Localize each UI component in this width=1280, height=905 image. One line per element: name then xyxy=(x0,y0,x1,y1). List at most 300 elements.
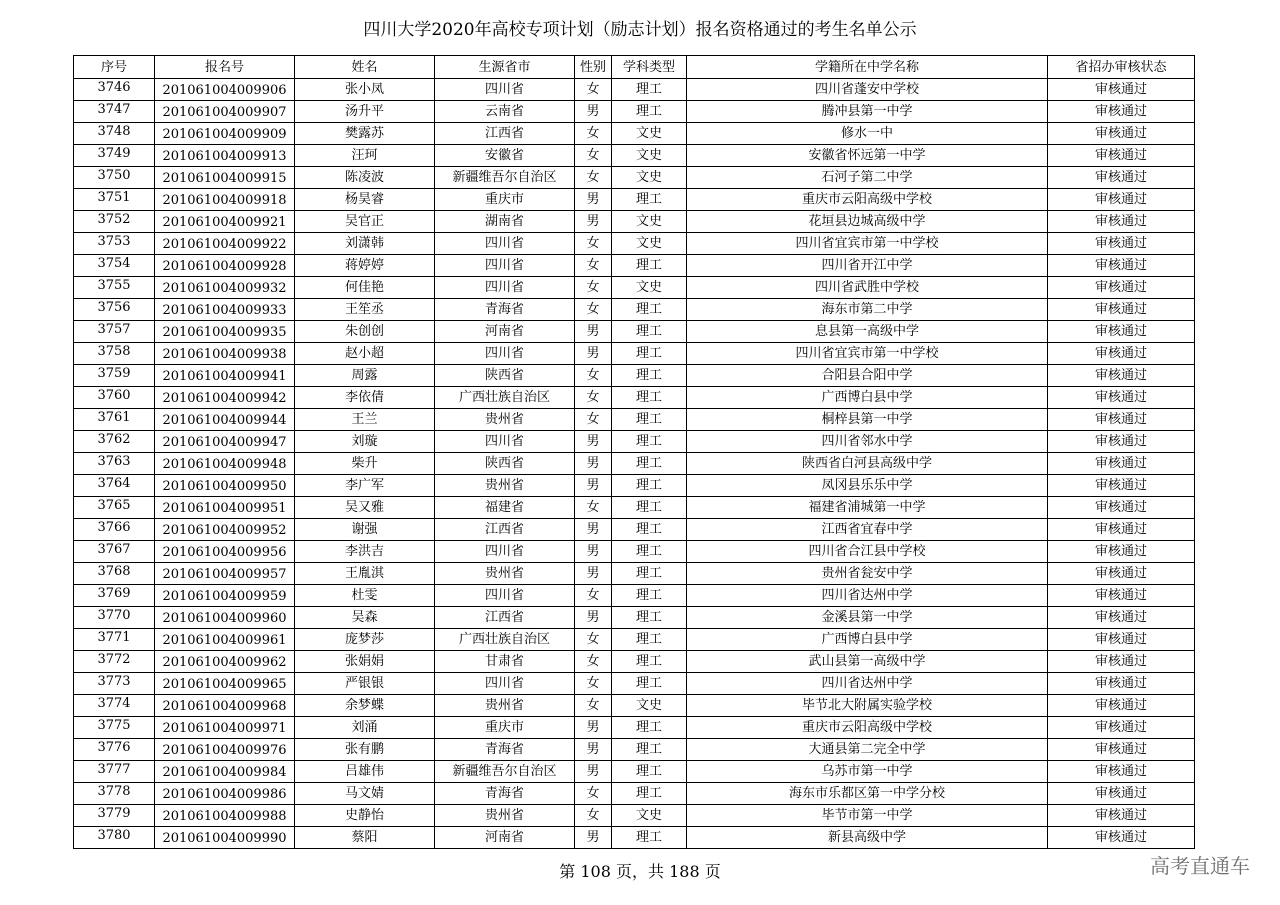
col-province-cell: 江西省 xyxy=(435,123,575,145)
table-header xyxy=(74,56,1195,79)
col-status-cell: 审核通过 xyxy=(1048,145,1195,167)
col-status-cell: 审核通过 xyxy=(1048,563,1195,585)
col-seq-cell: 3756 xyxy=(74,299,155,321)
col-seq-cell: 3767 xyxy=(74,541,155,563)
table-body xyxy=(74,79,1195,849)
col-subject-cell: 理工 xyxy=(612,607,687,629)
col-reg-no-cell: 201061004009950 xyxy=(155,475,295,497)
col-province-cell: 四川省 xyxy=(435,585,575,607)
table-row xyxy=(74,387,1195,409)
col-school-cell: 乌苏市第一中学 xyxy=(687,761,1048,783)
col-name-cell: 张有鹏 xyxy=(295,739,435,761)
col-school-header: 学籍所在中学名称 xyxy=(687,56,1048,79)
col-reg-no-cell: 201061004009941 xyxy=(155,365,295,387)
col-reg-no-cell: 201061004009984 xyxy=(155,761,295,783)
col-province-cell: 福建省 xyxy=(435,497,575,519)
col-seq-cell: 3768 xyxy=(74,563,155,585)
table-row xyxy=(74,761,1195,783)
col-province-cell: 甘肃省 xyxy=(435,651,575,673)
col-reg-no-cell: 201061004009942 xyxy=(155,387,295,409)
col-reg-no-cell: 201061004009961 xyxy=(155,629,295,651)
col-subject-cell: 理工 xyxy=(612,189,687,211)
col-province-cell: 江西省 xyxy=(435,607,575,629)
col-school-cell: 花垣县边城高级中学 xyxy=(687,211,1048,233)
col-province-cell: 河南省 xyxy=(435,321,575,343)
table-row xyxy=(74,805,1195,827)
col-status-cell: 审核通过 xyxy=(1048,409,1195,431)
col-name-cell: 吕雄伟 xyxy=(295,761,435,783)
col-subject-cell: 理工 xyxy=(612,387,687,409)
col-status-cell: 审核通过 xyxy=(1048,673,1195,695)
col-reg-no-cell: 201061004009960 xyxy=(155,607,295,629)
col-status-cell: 审核通过 xyxy=(1048,189,1195,211)
col-reg-no-cell: 201061004009913 xyxy=(155,145,295,167)
col-province-cell: 广西壮族自治区 xyxy=(435,629,575,651)
col-gender-cell: 男 xyxy=(575,453,612,475)
col-status-cell: 审核通过 xyxy=(1048,497,1195,519)
table-row xyxy=(74,453,1195,475)
col-name-cell: 陈凌波 xyxy=(295,167,435,189)
col-school-cell: 凤冈县乐乐中学 xyxy=(687,475,1048,497)
col-subject-cell: 理工 xyxy=(612,497,687,519)
col-status-cell: 审核通过 xyxy=(1048,607,1195,629)
col-province-cell: 贵州省 xyxy=(435,805,575,827)
col-seq-cell: 3755 xyxy=(74,277,155,299)
col-reg-no-cell: 201061004009932 xyxy=(155,277,295,299)
col-reg-no-cell: 201061004009986 xyxy=(155,783,295,805)
col-status-cell: 审核通过 xyxy=(1048,167,1195,189)
col-reg-no-cell: 201061004009956 xyxy=(155,541,295,563)
col-subject-cell: 理工 xyxy=(612,79,687,101)
col-gender-cell: 男 xyxy=(575,607,612,629)
col-name-cell: 王胤淇 xyxy=(295,563,435,585)
col-school-cell: 四川省宜宾市第一中学校 xyxy=(687,233,1048,255)
col-school-cell: 金溪县第一中学 xyxy=(687,607,1048,629)
col-gender-cell: 女 xyxy=(575,673,612,695)
col-reg-no-header: 报名号 xyxy=(155,56,295,79)
col-reg-no-cell: 201061004009922 xyxy=(155,233,295,255)
col-subject-cell: 文史 xyxy=(612,233,687,255)
col-name-cell: 史静怡 xyxy=(295,805,435,827)
col-province-cell: 青海省 xyxy=(435,783,575,805)
candidate-table xyxy=(73,55,1195,849)
col-name-cell: 樊露苏 xyxy=(295,123,435,145)
page-title: 四川大学2020年高校专项计划（励志计划）报名资格通过的考生名单公示 xyxy=(363,20,917,40)
col-province-cell: 江西省 xyxy=(435,519,575,541)
col-province-cell: 四川省 xyxy=(435,79,575,101)
col-province-cell: 新疆维吾尔自治区 xyxy=(435,761,575,783)
col-status-cell: 审核通过 xyxy=(1048,101,1195,123)
col-gender-cell: 男 xyxy=(575,431,612,453)
col-gender-cell: 女 xyxy=(575,585,612,607)
table-row xyxy=(74,783,1195,805)
col-gender-cell: 女 xyxy=(575,299,612,321)
col-name-cell: 刘涌 xyxy=(295,717,435,739)
col-status-cell: 审核通过 xyxy=(1048,255,1195,277)
col-gender-cell: 女 xyxy=(575,167,612,189)
col-status-cell: 审核通过 xyxy=(1048,233,1195,255)
col-province-cell: 贵州省 xyxy=(435,563,575,585)
col-subject-cell: 理工 xyxy=(612,783,687,805)
col-reg-no-cell: 201061004009933 xyxy=(155,299,295,321)
col-status-cell: 审核通过 xyxy=(1048,651,1195,673)
col-gender-cell: 女 xyxy=(575,497,612,519)
col-province-cell: 青海省 xyxy=(435,299,575,321)
col-name-cell: 刘璇 xyxy=(295,431,435,453)
col-school-cell: 安徽省怀远第一中学 xyxy=(687,145,1048,167)
col-subject-cell: 文史 xyxy=(612,145,687,167)
col-status-cell: 审核通过 xyxy=(1048,805,1195,827)
col-school-cell: 重庆市云阳高级中学校 xyxy=(687,717,1048,739)
col-school-cell: 四川省蓬安中学校 xyxy=(687,79,1048,101)
col-school-cell: 四川省武胜中学校 xyxy=(687,277,1048,299)
col-name-cell: 汤升平 xyxy=(295,101,435,123)
col-reg-no-cell: 201061004009928 xyxy=(155,255,295,277)
col-seq-cell: 3751 xyxy=(74,189,155,211)
col-province-cell: 四川省 xyxy=(435,233,575,255)
col-gender-cell: 男 xyxy=(575,519,612,541)
col-province-cell: 湖南省 xyxy=(435,211,575,233)
col-status-cell: 审核通过 xyxy=(1048,431,1195,453)
col-reg-no-cell: 201061004009935 xyxy=(155,321,295,343)
table-row xyxy=(74,519,1195,541)
col-status-cell: 审核通过 xyxy=(1048,717,1195,739)
col-subject-cell: 文史 xyxy=(612,277,687,299)
col-gender-cell: 女 xyxy=(575,695,612,717)
col-gender-cell: 女 xyxy=(575,145,612,167)
col-name-cell: 柴升 xyxy=(295,453,435,475)
col-reg-no-cell: 201061004009918 xyxy=(155,189,295,211)
col-status-cell: 审核通过 xyxy=(1048,277,1195,299)
col-seq-cell: 3776 xyxy=(74,739,155,761)
col-reg-no-cell: 201061004009915 xyxy=(155,167,295,189)
col-reg-no-cell: 201061004009948 xyxy=(155,453,295,475)
col-reg-no-cell: 201061004009921 xyxy=(155,211,295,233)
col-status-cell: 审核通过 xyxy=(1048,585,1195,607)
col-seq-cell: 3762 xyxy=(74,431,155,453)
col-gender-cell: 男 xyxy=(575,321,612,343)
col-status-cell: 审核通过 xyxy=(1048,343,1195,365)
col-seq-cell: 3779 xyxy=(74,805,155,827)
col-status-header: 省招办审核状态 xyxy=(1048,56,1195,79)
page-footer: 第 108 页，共 188 页 xyxy=(559,862,721,881)
col-reg-no-cell: 201061004009971 xyxy=(155,717,295,739)
col-reg-no-cell: 201061004009952 xyxy=(155,519,295,541)
col-seq-cell: 3764 xyxy=(74,475,155,497)
col-status-cell: 审核通过 xyxy=(1048,387,1195,409)
col-seq-cell: 3758 xyxy=(74,343,155,365)
col-name-cell: 谢强 xyxy=(295,519,435,541)
col-name-cell: 杨昊睿 xyxy=(295,189,435,211)
col-school-cell: 广西博白县中学 xyxy=(687,387,1048,409)
header-row xyxy=(74,56,1195,79)
col-province-cell: 四川省 xyxy=(435,277,575,299)
col-subject-cell: 文史 xyxy=(612,123,687,145)
col-gender-cell: 男 xyxy=(575,739,612,761)
col-subject-cell: 理工 xyxy=(612,629,687,651)
col-province-cell: 陕西省 xyxy=(435,365,575,387)
col-name-cell: 周露 xyxy=(295,365,435,387)
col-province-cell: 四川省 xyxy=(435,255,575,277)
col-status-cell: 审核通过 xyxy=(1048,761,1195,783)
col-province-cell: 四川省 xyxy=(435,673,575,695)
col-status-cell: 审核通过 xyxy=(1048,475,1195,497)
col-name-cell: 何佳艳 xyxy=(295,277,435,299)
table-row xyxy=(74,585,1195,607)
col-subject-cell: 理工 xyxy=(612,475,687,497)
table-row xyxy=(74,673,1195,695)
col-name-cell: 张娟娟 xyxy=(295,651,435,673)
col-gender-cell: 男 xyxy=(575,717,612,739)
table-row xyxy=(74,123,1195,145)
table-row xyxy=(74,211,1195,233)
table-row xyxy=(74,365,1195,387)
col-subject-cell: 理工 xyxy=(612,101,687,123)
col-status-cell: 审核通过 xyxy=(1048,365,1195,387)
col-reg-no-cell: 201061004009968 xyxy=(155,695,295,717)
col-seq-cell: 3777 xyxy=(74,761,155,783)
col-subject-cell: 理工 xyxy=(612,827,687,849)
col-gender-cell: 女 xyxy=(575,409,612,431)
col-province-cell: 贵州省 xyxy=(435,475,575,497)
col-school-cell: 福建省浦城第一中学 xyxy=(687,497,1048,519)
col-province-cell: 贵州省 xyxy=(435,409,575,431)
col-reg-no-cell: 201061004009907 xyxy=(155,101,295,123)
col-gender-cell: 男 xyxy=(575,541,612,563)
col-gender-cell: 女 xyxy=(575,233,612,255)
col-name-header: 姓名 xyxy=(295,56,435,79)
col-school-cell: 毕节市第一中学 xyxy=(687,805,1048,827)
col-school-cell: 合阳县合阳中学 xyxy=(687,365,1048,387)
col-seq-cell: 3754 xyxy=(74,255,155,277)
col-name-cell: 蔡阳 xyxy=(295,827,435,849)
col-school-cell: 江西省宜春中学 xyxy=(687,519,1048,541)
col-reg-no-cell: 201061004009951 xyxy=(155,497,295,519)
col-province-cell: 重庆市 xyxy=(435,189,575,211)
table-row xyxy=(74,607,1195,629)
table-row xyxy=(74,497,1195,519)
col-subject-cell: 理工 xyxy=(612,409,687,431)
col-school-cell: 海东市第二中学 xyxy=(687,299,1048,321)
table-row xyxy=(74,189,1195,211)
table-row xyxy=(74,255,1195,277)
col-reg-no-cell: 201061004009947 xyxy=(155,431,295,453)
col-school-cell: 四川省宜宾市第一中学校 xyxy=(687,343,1048,365)
col-school-cell: 息县第一高级中学 xyxy=(687,321,1048,343)
col-reg-no-cell: 201061004009957 xyxy=(155,563,295,585)
col-name-cell: 刘潇韩 xyxy=(295,233,435,255)
col-subject-cell: 理工 xyxy=(612,541,687,563)
col-reg-no-cell: 201061004009938 xyxy=(155,343,295,365)
col-name-cell: 王兰 xyxy=(295,409,435,431)
col-status-cell: 审核通过 xyxy=(1048,695,1195,717)
col-seq-cell: 3772 xyxy=(74,651,155,673)
col-name-cell: 李洪吉 xyxy=(295,541,435,563)
col-status-cell: 审核通过 xyxy=(1048,123,1195,145)
col-gender-cell: 男 xyxy=(575,101,612,123)
table-row xyxy=(74,409,1195,431)
col-subject-cell: 理工 xyxy=(612,739,687,761)
col-seq-cell: 3749 xyxy=(74,145,155,167)
col-subject-cell: 理工 xyxy=(612,255,687,277)
col-gender-cell: 男 xyxy=(575,189,612,211)
table-row xyxy=(74,541,1195,563)
col-status-cell: 审核通过 xyxy=(1048,629,1195,651)
table-row xyxy=(74,563,1195,585)
col-reg-no-cell: 201061004009909 xyxy=(155,123,295,145)
col-school-cell: 海东市乐都区第一中学分校 xyxy=(687,783,1048,805)
col-status-cell: 审核通过 xyxy=(1048,453,1195,475)
table-row xyxy=(74,695,1195,717)
col-reg-no-cell: 201061004009988 xyxy=(155,805,295,827)
col-province-cell: 四川省 xyxy=(435,541,575,563)
col-gender-cell: 男 xyxy=(575,563,612,585)
col-school-cell: 四川省合江县中学校 xyxy=(687,541,1048,563)
table-row xyxy=(74,233,1195,255)
col-seq-cell: 3766 xyxy=(74,519,155,541)
table-row xyxy=(74,277,1195,299)
col-status-cell: 审核通过 xyxy=(1048,827,1195,849)
col-name-cell: 汪珂 xyxy=(295,145,435,167)
col-seq-cell: 3761 xyxy=(74,409,155,431)
table-row xyxy=(74,321,1195,343)
col-school-cell: 四川省邻水中学 xyxy=(687,431,1048,453)
col-reg-no-cell: 201061004009959 xyxy=(155,585,295,607)
table-row xyxy=(74,827,1195,849)
col-seq-cell: 3747 xyxy=(74,101,155,123)
col-seq-cell: 3780 xyxy=(74,827,155,849)
col-gender-cell: 女 xyxy=(575,365,612,387)
col-school-cell: 大通县第二完全中学 xyxy=(687,739,1048,761)
table-row xyxy=(74,431,1195,453)
col-name-cell: 余梦蝶 xyxy=(295,695,435,717)
col-seq-cell: 3750 xyxy=(74,167,155,189)
col-subject-cell: 理工 xyxy=(612,761,687,783)
col-school-cell: 重庆市云阳高级中学校 xyxy=(687,189,1048,211)
col-school-cell: 广西博白县中学 xyxy=(687,629,1048,651)
col-status-cell: 审核通过 xyxy=(1048,519,1195,541)
col-name-cell: 赵小超 xyxy=(295,343,435,365)
watermark: 高考直通车 xyxy=(1150,854,1250,878)
col-gender-cell: 男 xyxy=(575,475,612,497)
col-gender-cell: 女 xyxy=(575,629,612,651)
col-subject-cell: 文史 xyxy=(612,805,687,827)
col-province-cell: 四川省 xyxy=(435,343,575,365)
col-seq-cell: 3769 xyxy=(74,585,155,607)
col-gender-cell: 女 xyxy=(575,277,612,299)
table-row xyxy=(74,629,1195,651)
col-gender-cell: 女 xyxy=(575,387,612,409)
col-school-cell: 四川省达州中学 xyxy=(687,673,1048,695)
col-school-cell: 四川省达州中学 xyxy=(687,585,1048,607)
col-status-cell: 审核通过 xyxy=(1048,541,1195,563)
col-seq-cell: 3765 xyxy=(74,497,155,519)
col-school-cell: 武山县第一高级中学 xyxy=(687,651,1048,673)
col-subject-cell: 理工 xyxy=(612,343,687,365)
col-subject-cell: 理工 xyxy=(612,365,687,387)
col-province-header: 生源省市 xyxy=(435,56,575,79)
table-row xyxy=(74,101,1195,123)
col-gender-header: 性别 xyxy=(575,56,612,79)
col-reg-no-cell: 201061004009976 xyxy=(155,739,295,761)
col-province-cell: 新疆维吾尔自治区 xyxy=(435,167,575,189)
col-gender-cell: 男 xyxy=(575,761,612,783)
col-school-cell: 毕节北大附属实验学校 xyxy=(687,695,1048,717)
col-gender-cell: 女 xyxy=(575,79,612,101)
col-subject-cell: 理工 xyxy=(612,563,687,585)
col-subject-cell: 文史 xyxy=(612,695,687,717)
col-reg-no-cell: 201061004009962 xyxy=(155,651,295,673)
col-school-cell: 修水一中 xyxy=(687,123,1048,145)
table-row xyxy=(74,739,1195,761)
col-province-cell: 重庆市 xyxy=(435,717,575,739)
col-seq-cell: 3748 xyxy=(74,123,155,145)
col-province-cell: 云南省 xyxy=(435,101,575,123)
col-name-cell: 李广军 xyxy=(295,475,435,497)
col-subject-cell: 文史 xyxy=(612,167,687,189)
col-gender-cell: 女 xyxy=(575,805,612,827)
col-seq-cell: 3773 xyxy=(74,673,155,695)
col-province-cell: 贵州省 xyxy=(435,695,575,717)
col-name-cell: 朱创创 xyxy=(295,321,435,343)
col-school-cell: 新县高级中学 xyxy=(687,827,1048,849)
col-subject-header: 学科类型 xyxy=(612,56,687,79)
col-seq-cell: 3759 xyxy=(74,365,155,387)
col-gender-cell: 男 xyxy=(575,343,612,365)
col-name-cell: 吴又雅 xyxy=(295,497,435,519)
col-name-cell: 马文婧 xyxy=(295,783,435,805)
col-status-cell: 审核通过 xyxy=(1048,299,1195,321)
col-name-cell: 李依倩 xyxy=(295,387,435,409)
col-gender-cell: 女 xyxy=(575,783,612,805)
table-row xyxy=(74,299,1195,321)
col-name-cell: 王笙丞 xyxy=(295,299,435,321)
table-row xyxy=(74,651,1195,673)
col-seq-header: 序号 xyxy=(74,56,155,79)
col-seq-cell: 3757 xyxy=(74,321,155,343)
col-seq-cell: 3774 xyxy=(74,695,155,717)
col-school-cell: 石河子第二中学 xyxy=(687,167,1048,189)
col-province-cell: 青海省 xyxy=(435,739,575,761)
col-subject-cell: 理工 xyxy=(612,651,687,673)
col-reg-no-cell: 201061004009906 xyxy=(155,79,295,101)
col-gender-cell: 男 xyxy=(575,827,612,849)
col-name-cell: 杜雯 xyxy=(295,585,435,607)
col-seq-cell: 3753 xyxy=(74,233,155,255)
col-subject-cell: 理工 xyxy=(612,299,687,321)
col-name-cell: 吴官正 xyxy=(295,211,435,233)
col-province-cell: 安徽省 xyxy=(435,145,575,167)
col-province-cell: 四川省 xyxy=(435,431,575,453)
col-reg-no-cell: 201061004009990 xyxy=(155,827,295,849)
col-status-cell: 审核通过 xyxy=(1048,79,1195,101)
col-name-cell: 吴森 xyxy=(295,607,435,629)
col-reg-no-cell: 201061004009965 xyxy=(155,673,295,695)
col-gender-cell: 女 xyxy=(575,651,612,673)
col-gender-cell: 女 xyxy=(575,255,612,277)
table-row xyxy=(74,167,1195,189)
col-subject-cell: 理工 xyxy=(612,585,687,607)
col-province-cell: 广西壮族自治区 xyxy=(435,387,575,409)
table-row xyxy=(74,475,1195,497)
col-subject-cell: 理工 xyxy=(612,431,687,453)
table-row xyxy=(74,145,1195,167)
col-school-cell: 贵州省瓮安中学 xyxy=(687,563,1048,585)
col-school-cell: 四川省开江中学 xyxy=(687,255,1048,277)
col-seq-cell: 3770 xyxy=(74,607,155,629)
col-school-cell: 腾冲县第一中学 xyxy=(687,101,1048,123)
col-seq-cell: 3778 xyxy=(74,783,155,805)
